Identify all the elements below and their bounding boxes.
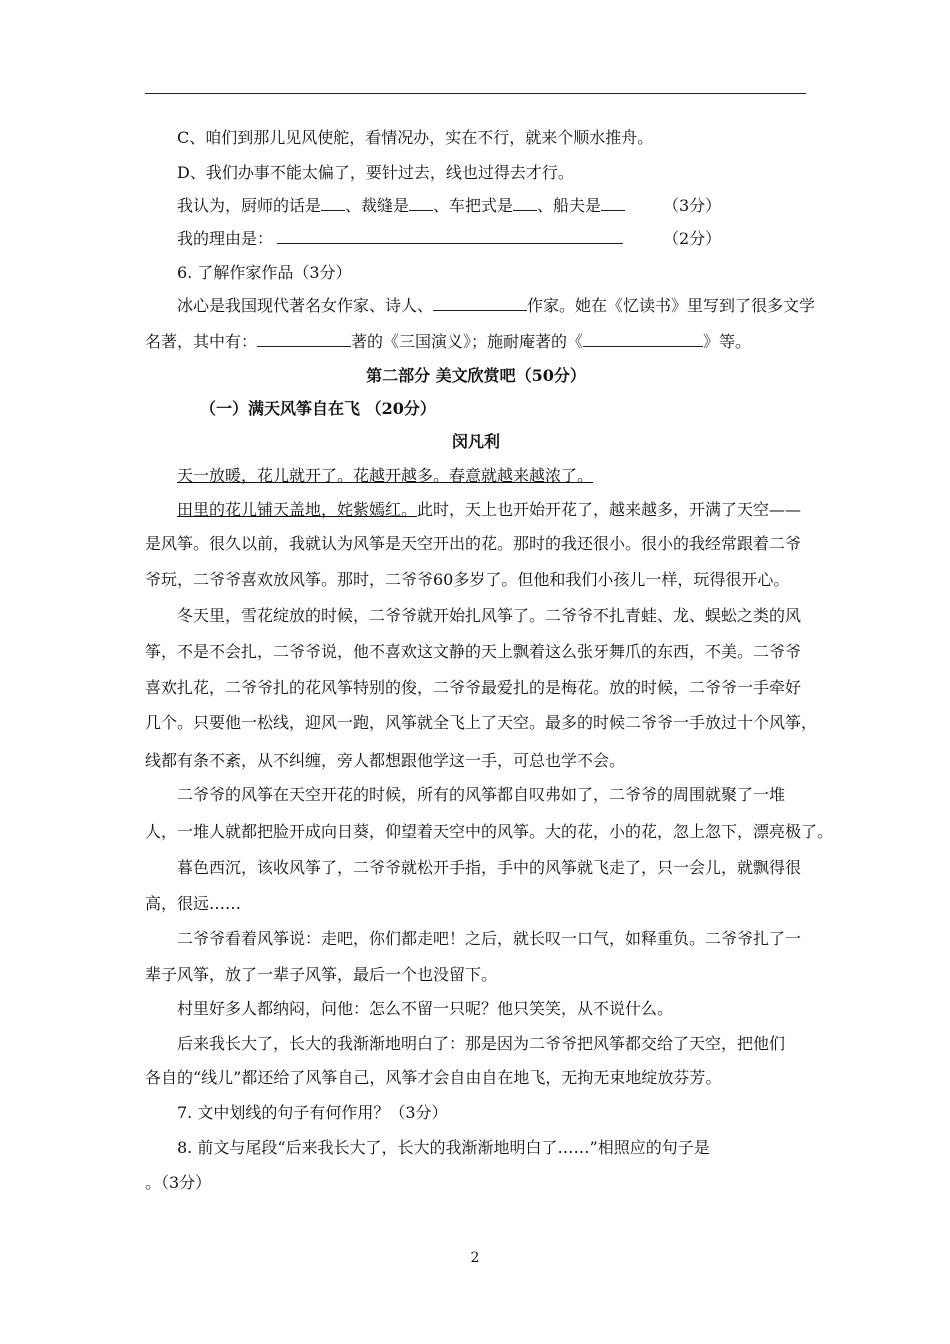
- reason-line: [177, 229, 807, 249]
- reason-score: （2分）: [663, 229, 722, 248]
- passage-line-12: 暮色西沉，该收风筝了，二爷爷就松开手指，手中的风筝就飞走了，只一会儿，就飘得很: [177, 858, 802, 877]
- writer-type-blank[interactable]: [433, 296, 527, 311]
- option-c: C、咱们到那儿见风使舵，看情况办，实在不行，就来个顺水推舟。: [177, 128, 654, 147]
- question-8-line2: 。（3分）: [145, 1173, 212, 1192]
- passage-line-17: 后来我长大了，长大的我渐渐地明白了：那是因为二爷爷把风筝都交给了天空，把他们: [177, 1034, 786, 1053]
- passage-line-15: 辈子风筝，放了一辈子风筝，最后一个也没留下。: [145, 965, 498, 984]
- answer-blank-carter[interactable]: [513, 196, 537, 211]
- match-sep2: 、车把式是: [433, 196, 514, 215]
- passage-line-9: 线都有条不紊，从不纠缠，旁人都想跟他学这一手，可总也学不会。: [145, 751, 626, 770]
- q6-line1: [177, 296, 816, 316]
- answer-blank-chef[interactable]: [321, 196, 345, 211]
- passage-line-2-rest: 此时，天上也开始开花了，越来越多，开满了天空——: [417, 500, 802, 519]
- match-score: （3分）: [663, 196, 722, 215]
- passage-line-10: 二爷爷的风筝在天空开花的时候，所有的风筝都自叹弗如了，二爷爷的周围就聚了一堆: [177, 785, 786, 804]
- passage-line-16: 村里好多人都纳闷，问他：怎么不留一只呢？他只笑笑，从不说什么。: [177, 999, 674, 1018]
- passage-line-1: 天一放暖，花儿就开了。花越开越多。春意就越来越浓了。: [177, 466, 594, 485]
- q6-line2-text-b: 著的《三国演义》；施耐庵著的《: [351, 332, 584, 351]
- reason-label: 我的理由是：: [177, 229, 274, 248]
- header-rule: [145, 93, 806, 94]
- passage-line-4: 爷玩，二爷爷喜欢放风筝。那时，二爷爷60多岁了。但他和我们小孩儿一样，玩得很开心。: [145, 570, 790, 589]
- passage-line-6: 筝，不是不会扎，二爷爷说，他不喜欢这文静的天上飘着这么张牙舞爪的东西，不美。二爷爷: [145, 642, 802, 661]
- question-7: 7. 文中划线的句子有何作用？（3分）: [177, 1103, 448, 1122]
- match-question: [177, 196, 807, 216]
- passage-line-13: 高，很远……: [145, 894, 242, 913]
- answer-blank-tailor[interactable]: [409, 196, 433, 211]
- q6-line1-text-b: 作家。她在《忆读书》里写到了很多文学: [527, 296, 816, 315]
- match-sep3: 、船夫是: [537, 196, 602, 215]
- author-blank[interactable]: [257, 332, 351, 347]
- answer-blank-boatman[interactable]: [601, 196, 625, 211]
- q6-line1-text-a: 冰心是我国现代著名女作家、诗人、: [177, 296, 434, 315]
- author-name: 闵凡利: [451, 432, 500, 451]
- section-title: （一）满天风筝自在飞 （20分）: [200, 399, 436, 418]
- option-d: D、我们办事不能太偏了，要针过去，线也过得去才行。: [177, 163, 574, 182]
- book-blank[interactable]: [583, 332, 703, 347]
- passage-line-18: 各自的“线儿”都还给了风筝自己，风筝才会自由自在地飞，无拘无束地绽放芬芳。: [145, 1068, 722, 1087]
- part2-heading: 第二部分 美文欣赏吧（50分）: [366, 366, 586, 385]
- underlined-sentence: 田里的花儿铺天盖地，姹紫嫣红。: [177, 500, 418, 519]
- passage-line-11: 人，一堆人就都把脸开成向日葵，仰望着天空中的风筝。大的花，小的花，忽上忽下，漂亮极了。: [145, 822, 834, 841]
- passage-line-14: 二爷爷看着风筝说：走吧，你们都走吧！之后，就长叹一口气，如释重负。二爷爷扎了一: [177, 929, 802, 948]
- reason-blank[interactable]: [277, 229, 623, 244]
- q6-title: 6. 了解作家作品（3分）: [177, 263, 352, 282]
- match-sep1: 、裁缝是: [345, 196, 410, 215]
- q6-line2-text-a: 名著，其中有：: [145, 332, 258, 351]
- q6-line2-text-c: 》等。: [703, 332, 752, 351]
- passage-line-3: 是风筝。很久以前，我就认为风筝是天空开出的花。那时的我还很小。很小的我经常跟着二爷: [145, 534, 802, 553]
- passage-line-7: 喜欢扎花，二爷爷扎的花风筝特别的俊，二爷爷最爱扎的是梅花。放的时候，二爷爷一手牵好: [145, 678, 802, 697]
- passage-line-2: [177, 500, 807, 520]
- passage-line-8: 几个。只要他一松线，迎风一跑，风筝就全飞上了天空。最多的时候二爷爷一手放过十个风筝，: [145, 713, 818, 732]
- question-8-line1: 8. 前文与尾段“后来我长大了，长大的我渐渐地明白了……”相照应的句子是: [177, 1138, 710, 1157]
- page-number: 2: [470, 1250, 480, 1266]
- match-prefix: 我认为，厨师的话是: [177, 196, 322, 215]
- q6-line2: [145, 332, 807, 352]
- passage-line-5: 冬天里，雪花绽放的时候，二爷爷就开始扎风筝了。二爷爷不扎青蛙、龙、蜈蚣之类的风: [177, 606, 802, 625]
